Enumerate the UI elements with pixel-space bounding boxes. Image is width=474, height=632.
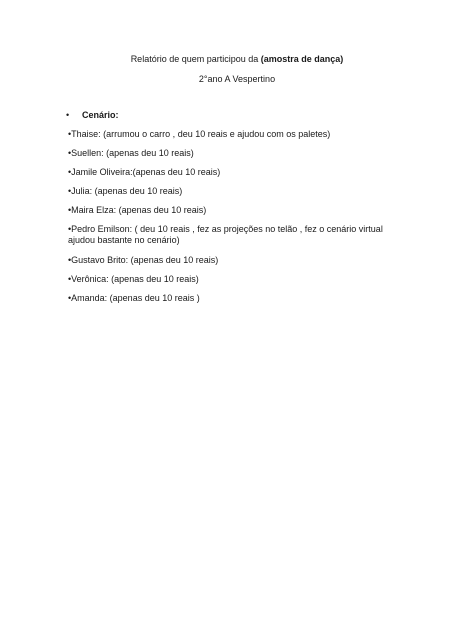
list-item: •Julia: (apenas deu 10 reais) — [68, 186, 183, 196]
class-line: 2°ano A Vespertino — [198, 74, 276, 84]
report-title-event: (amostra de dança) — [260, 54, 344, 64]
section-heading — [66, 110, 119, 121]
report-title — [0, 54, 474, 65]
list-item: •Gustavo Brito: (apenas deu 10 reais) — [68, 255, 219, 265]
report-title-text: Relatório de quem participou da — [130, 54, 261, 64]
list-item: •Pedro Emilson: ( deu 10 reais , fez as projeções no telão , fez o cenário virtual ajudou bastante no cenário) — [68, 224, 383, 245]
list-item: •Amanda: (apenas deu 10 reais ) — [68, 293, 200, 303]
list-item: •Jamile Oliveira:(apenas deu 10 reais) — [68, 167, 221, 177]
section-heading-text: Cenário: — [82, 110, 119, 120]
list-item: •Verônica: (apenas deu 10 reais) — [68, 274, 199, 284]
list-item: •Maira Elza: (apenas deu 10 reais) — [68, 205, 207, 215]
participant-list — [68, 129, 404, 312]
list-item: •Suellen: (apenas deu 10 reais) — [68, 148, 194, 158]
bullet-icon: • — [66, 110, 70, 120]
list-item: •Thaise: (arrumou o carro , deu 10 reais e ajudou com os paletes) — [68, 129, 331, 139]
